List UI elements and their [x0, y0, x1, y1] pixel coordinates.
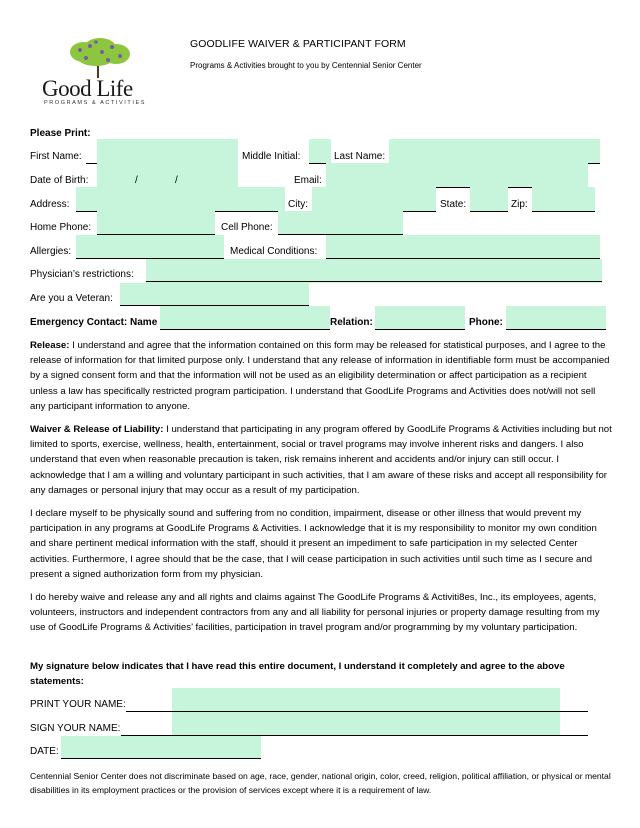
waiver-text: I understand that participating in any program offered by GoodLife Programs & Activities including but not limited to sports, exercise, wellness, health, entertainment, social or travel programs may involve inherent risks and dangers. I also understand that even when reasonable precaution is taken, risk remains inherent and accidents and/or injury can still occur. I acknowledge that I am a willing and voluntary participant in such activities, that I am aware of these risks and accept all responsibility for any damages or personal injury that may occur as a result of my participation. [30, 424, 612, 496]
emergency-relation-field[interactable] [375, 306, 465, 330]
sign-name-field[interactable] [172, 712, 560, 736]
last-name-label: Last Name: [334, 151, 386, 162]
dob-separator-2: / [175, 175, 178, 186]
form-subtitle: Programs & Activities brought to you by Centennial Senior Center [190, 61, 422, 70]
cell-phone-field[interactable] [278, 211, 403, 235]
phone-label: Phone: [469, 317, 503, 328]
emergency-contact-label: Emergency Contact: Name [30, 317, 158, 328]
first-name-field[interactable] [97, 139, 238, 163]
emergency-name-field[interactable] [160, 306, 330, 330]
state-field[interactable] [470, 187, 508, 211]
veteran-field[interactable] [120, 283, 309, 306]
nondiscrimination-footer: Centennial Senior Center does not discriminate based on age, race, gender, national origin, color, creed, religion, political affiliation, or physical or mental disabilities in its employment practices or the provision of services except where it is a requirement of law. [30, 771, 611, 795]
dob-separator-1: / [135, 175, 138, 186]
address-label: Address: [30, 199, 70, 210]
print-name-field[interactable] [172, 688, 560, 712]
allergies-field[interactable] [76, 235, 224, 259]
logo-tagline: PROGRAMS & ACTIVITIES [44, 100, 147, 106]
date-field[interactable] [61, 736, 261, 759]
emergency-phone-field[interactable] [506, 306, 606, 330]
release-paragraph [30, 338, 612, 414]
allergies-label: Allergies: [30, 246, 72, 257]
state-label: State: [440, 199, 467, 210]
declaration-paragraph: I declare myself to be physically sound and suffering from no condition, impairment, disease or other illness that would prevent my participation in any programs at GoodLife Programs & Activities. I acknowledge that it is my responsibility to monitor my own condition and share pertinent medical information with the staff, should it present an impediment to safe participation in my selected Center activities. Furthermore, I agree should that be the case, that I will cease participation in such activities until such time as I secure and present a signed authorization form from my physician. [30, 508, 597, 580]
medical-conditions-label: Medical Conditions: [230, 246, 318, 257]
release-heading: Release: [30, 340, 70, 351]
city-label: City: [288, 199, 308, 210]
middle-initial-label: Middle Initial: [242, 151, 301, 162]
waive-paragraph: I do hereby waive and release any and all rights and claims against The GoodLife Programs & Activiti8es, Inc., its employees, agents, volunteers, instructors and independent contractors from any and all liability for personal injuries or property damage resulting from my use of GoodLife Programs & Activities’ facilities, participation in travel program and/or programming by my voluntary participation. [30, 592, 600, 634]
print-name-label: PRINT YOUR NAME: [30, 699, 126, 710]
form-title: GOODLIFE WAIVER & PARTICIPANT FORM [190, 38, 406, 50]
first-name-label: First Name: [30, 151, 82, 162]
zip-field[interactable] [532, 187, 595, 211]
release-text: I understand and agree that the information contained on this form may be released for statistical purposes, and I agree to the release of information for that limited purpose only. I understand that any release of information in identifiable form must be accompanied by a signed consent form and that the information will not be used as an eligibility determination or affect participation as a recipient unless a law has specifically restricted program participation. I understand that GoodLife Programs and Activities does not/will not sell any participant information to anyone. [30, 340, 610, 412]
address-field[interactable] [76, 187, 285, 211]
goodlife-tree-logo [56, 38, 140, 80]
relation-label: Relation: [330, 317, 373, 328]
please-print-label: Please Print: [30, 128, 91, 139]
email-label: Email: [294, 175, 322, 186]
sign-name-label: SIGN YOUR NAME: [30, 723, 121, 734]
home-phone-label: Home Phone: [30, 222, 92, 233]
signature-statement: My signature below indicates that I have read this entire document, I understand it completely and agree to the above statements: [30, 661, 565, 688]
zip-label: Zip: [511, 199, 528, 210]
dob-label: Date of Birth: [30, 175, 89, 186]
last-name-field[interactable] [389, 139, 600, 163]
veteran-label: Are you a Veteran: [30, 293, 113, 304]
physician-restrictions-field[interactable] [146, 259, 602, 283]
physician-restrictions-label: Physician’s restrictions: [30, 269, 134, 280]
city-field[interactable] [312, 187, 436, 211]
middle-initial-field[interactable] [309, 139, 331, 163]
waiver-paragraph [30, 422, 612, 498]
dob-field[interactable] [97, 163, 238, 187]
home-phone-field[interactable] [97, 211, 215, 235]
medical-conditions-field[interactable] [326, 235, 600, 259]
date-label: DATE: [30, 746, 59, 757]
email-field[interactable] [326, 163, 588, 187]
waiver-heading: Waiver & Release of Liability: [30, 424, 164, 435]
cell-phone-label: Cell Phone: [221, 222, 273, 233]
logo-wordmark: Good Life [42, 76, 133, 101]
